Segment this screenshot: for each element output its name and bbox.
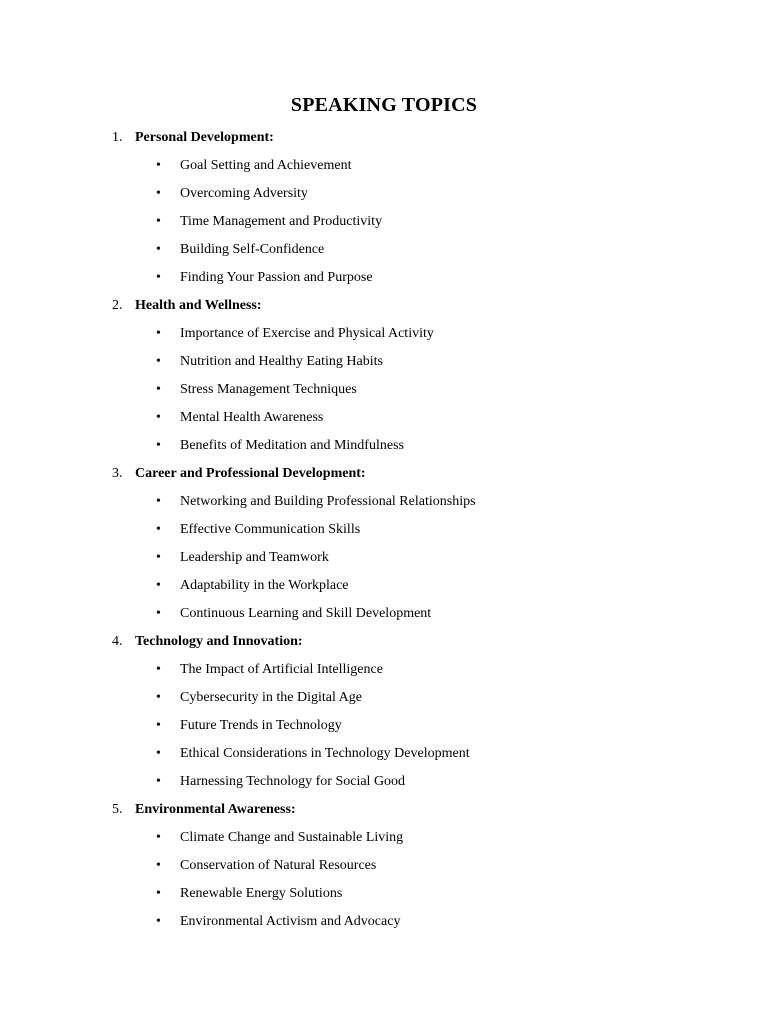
bullet-icon: •: [156, 522, 161, 537]
bullet-icon: •: [156, 494, 161, 509]
list-item-text: Stress Management Techniques: [180, 382, 357, 397]
list-item: [0, 180, 768, 208]
section-heading: [0, 460, 768, 488]
bullet-icon: •: [156, 326, 161, 341]
list-item: [0, 348, 768, 376]
topic-section: [0, 460, 768, 628]
list-item-text: Time Management and Productivity: [180, 214, 383, 229]
list-item-text: The Impact of Artificial Intelligence: [180, 662, 383, 677]
section-heading: [0, 124, 768, 152]
bullet-icon: •: [156, 606, 161, 621]
list-item-text: Ethical Considerations in Technology Development: [180, 746, 470, 761]
section-number: 5.: [112, 802, 123, 817]
list-item: [0, 852, 768, 880]
bullet-icon: •: [156, 242, 161, 257]
list-item-text: Mental Health Awareness: [180, 410, 324, 425]
list-item: [0, 516, 768, 544]
list-item: [0, 600, 768, 628]
bullet-icon: •: [156, 438, 161, 453]
list-item: [0, 404, 768, 432]
list-item-text: Networking and Building Professional Relationships: [180, 494, 476, 509]
list-item-text: Cybersecurity in the Digital Age: [180, 690, 362, 705]
section-title: Personal Development:: [135, 130, 274, 145]
list-item-text: Conservation of Natural Resources: [180, 858, 377, 873]
list-item-text: Continuous Learning and Skill Development: [180, 606, 432, 621]
bullet-icon: •: [156, 550, 161, 565]
list-item: [0, 544, 768, 572]
list-item: [0, 264, 768, 292]
list-item: [0, 908, 768, 936]
list-item-text: Importance of Exercise and Physical Activity: [180, 326, 434, 341]
list-item: [0, 656, 768, 684]
bullet-icon: •: [156, 746, 161, 761]
list-item-text: Renewable Energy Solutions: [180, 886, 343, 901]
section-heading: [0, 796, 768, 824]
bullet-icon: •: [156, 214, 161, 229]
list-item-text: Overcoming Adversity: [180, 186, 308, 201]
list-item-text: Future Trends in Technology: [180, 718, 342, 733]
bullet-icon: •: [156, 662, 161, 677]
section-title: Technology and Innovation:: [135, 634, 303, 649]
bullet-icon: •: [156, 578, 161, 593]
section-heading: [0, 292, 768, 320]
bullet-icon: •: [156, 158, 161, 173]
list-item: [0, 320, 768, 348]
bullet-icon: •: [156, 858, 161, 873]
list-item: [0, 488, 768, 516]
bullet-icon: •: [156, 886, 161, 901]
topic-items-list: [0, 152, 768, 292]
topic-section: [0, 796, 768, 936]
list-item: [0, 572, 768, 600]
section-number: 1.: [112, 130, 123, 145]
list-item: [0, 824, 768, 852]
list-item: [0, 768, 768, 796]
list-item-text: Adaptability in the Workplace: [180, 578, 349, 593]
section-title: Environmental Awareness:: [135, 802, 296, 817]
topic-items-list: [0, 488, 768, 628]
topic-items-list: [0, 824, 768, 936]
topic-section: [0, 292, 768, 460]
list-item: [0, 236, 768, 264]
list-item-text: Climate Change and Sustainable Living: [180, 830, 404, 845]
list-item-text: Benefits of Meditation and Mindfulness: [180, 438, 404, 453]
list-item-text: Leadership and Teamwork: [180, 550, 329, 565]
list-item: [0, 208, 768, 236]
list-item-text: Environmental Activism and Advocacy: [180, 914, 401, 929]
bullet-icon: •: [156, 354, 161, 369]
topic-items-list: [0, 656, 768, 796]
bullet-icon: •: [156, 774, 161, 789]
section-title: Career and Professional Development:: [135, 466, 366, 481]
bullet-icon: •: [156, 914, 161, 929]
list-item: [0, 376, 768, 404]
list-item-text: Harnessing Technology for Social Good: [180, 774, 406, 789]
page-title: SPEAKING TOPICS: [290, 94, 478, 116]
topic-section: [0, 628, 768, 796]
list-item: [0, 152, 768, 180]
topic-section: [0, 124, 768, 292]
list-item-text: Finding Your Passion and Purpose: [180, 270, 373, 285]
bullet-icon: •: [156, 382, 161, 397]
list-item: [0, 712, 768, 740]
section-number: 3.: [112, 466, 123, 481]
list-item: [0, 684, 768, 712]
list-item: [0, 880, 768, 908]
list-item-text: Nutrition and Healthy Eating Habits: [180, 354, 383, 369]
list-item: [0, 740, 768, 768]
section-number: 4.: [112, 634, 123, 649]
bullet-icon: •: [156, 690, 161, 705]
list-item: [0, 432, 768, 460]
section-heading: [0, 628, 768, 656]
bullet-icon: •: [156, 186, 161, 201]
list-item-text: Goal Setting and Achievement: [180, 158, 352, 173]
bullet-icon: •: [156, 718, 161, 733]
bullet-icon: •: [156, 270, 161, 285]
topic-items-list: [0, 320, 768, 460]
list-item-text: Effective Communication Skills: [180, 522, 361, 537]
list-item-text: Building Self-Confidence: [180, 242, 325, 257]
section-title: Health and Wellness:: [135, 298, 262, 313]
bullet-icon: •: [156, 410, 161, 425]
topic-sections-list: [0, 124, 768, 936]
section-number: 2.: [112, 298, 123, 313]
bullet-icon: •: [156, 830, 161, 845]
